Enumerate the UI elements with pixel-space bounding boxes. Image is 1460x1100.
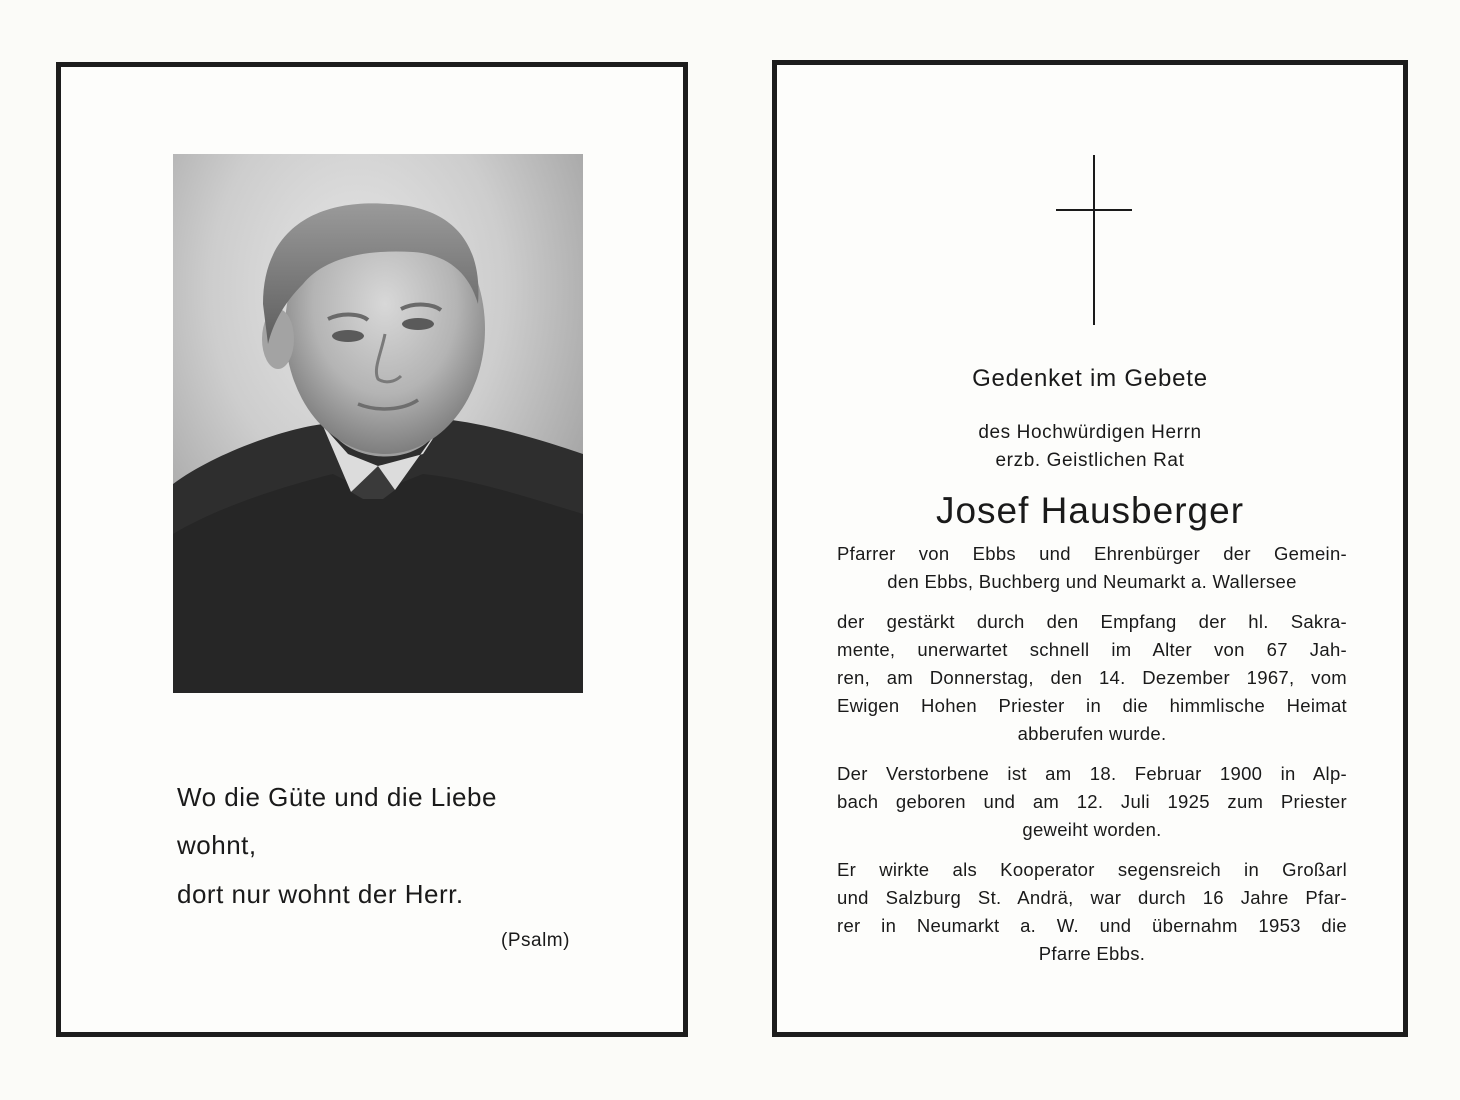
quote-line-2: wohnt, — [177, 830, 257, 860]
portrait-illustration — [173, 154, 583, 693]
birth-paragraph — [837, 760, 1347, 844]
memorial-heading: Gedenket im Gebete — [972, 365, 1208, 392]
death-paragraph — [837, 608, 1347, 748]
title-line: Pfarrer von Ebbs und Ehrenbürger der Gemein- — [837, 543, 1347, 564]
work-line: Er wirkte als Kooperator segensreich in Großarl — [837, 859, 1347, 880]
title-paragraph — [837, 540, 1347, 596]
birth-line: geweiht worden. — [1022, 819, 1162, 840]
work-paragraph — [837, 856, 1347, 968]
honorific-line-1: des Hochwürdigen Herrn — [978, 422, 1202, 443]
death-line: abberufen wurde. — [1017, 723, 1167, 744]
cross-horizontal-bar — [1056, 209, 1132, 211]
quote-line-1: Wo die Güte und die Liebe — [177, 782, 497, 812]
death-line: der gestärkt durch den Empfang der hl. Sakra- — [837, 611, 1347, 632]
work-line: Pfarre Ebbs. — [1038, 943, 1146, 964]
right-card — [772, 60, 1408, 1037]
death-line: ren, am Donnerstag, den 14. Dezember 1967, vom — [837, 667, 1347, 688]
death-line: mente, unerwartet schnell im Alter von 67 Jah- — [837, 639, 1347, 660]
honorific-line-2: erzb. Geistlichen Rat — [995, 450, 1185, 471]
cross-vertical-bar — [1093, 155, 1095, 325]
portrait-photo — [173, 154, 583, 693]
death-line: Ewigen Hohen Priester in die himmlische Heimat — [837, 695, 1347, 716]
title-line: den Ebbs, Buchberg und Neumarkt a. Wallersee — [887, 571, 1297, 592]
work-line: rer in Neumarkt a. W. und übernahm 1953 die — [837, 915, 1347, 936]
birth-line: Der Verstorbene ist am 18. Februar 1900 in Alp- — [837, 763, 1347, 784]
quote-source: (Psalm) — [501, 930, 570, 951]
deceased-name: Josef Hausberger — [935, 490, 1245, 531]
birth-line: bach geboren und am 12. Juli 1925 zum Priester — [837, 791, 1347, 812]
left-card — [56, 62, 688, 1037]
work-line: und Salzburg St. Andrä, war durch 16 Jahre Pfar- — [837, 887, 1347, 908]
quote-line-3: dort nur wohnt der Herr. — [177, 879, 464, 909]
